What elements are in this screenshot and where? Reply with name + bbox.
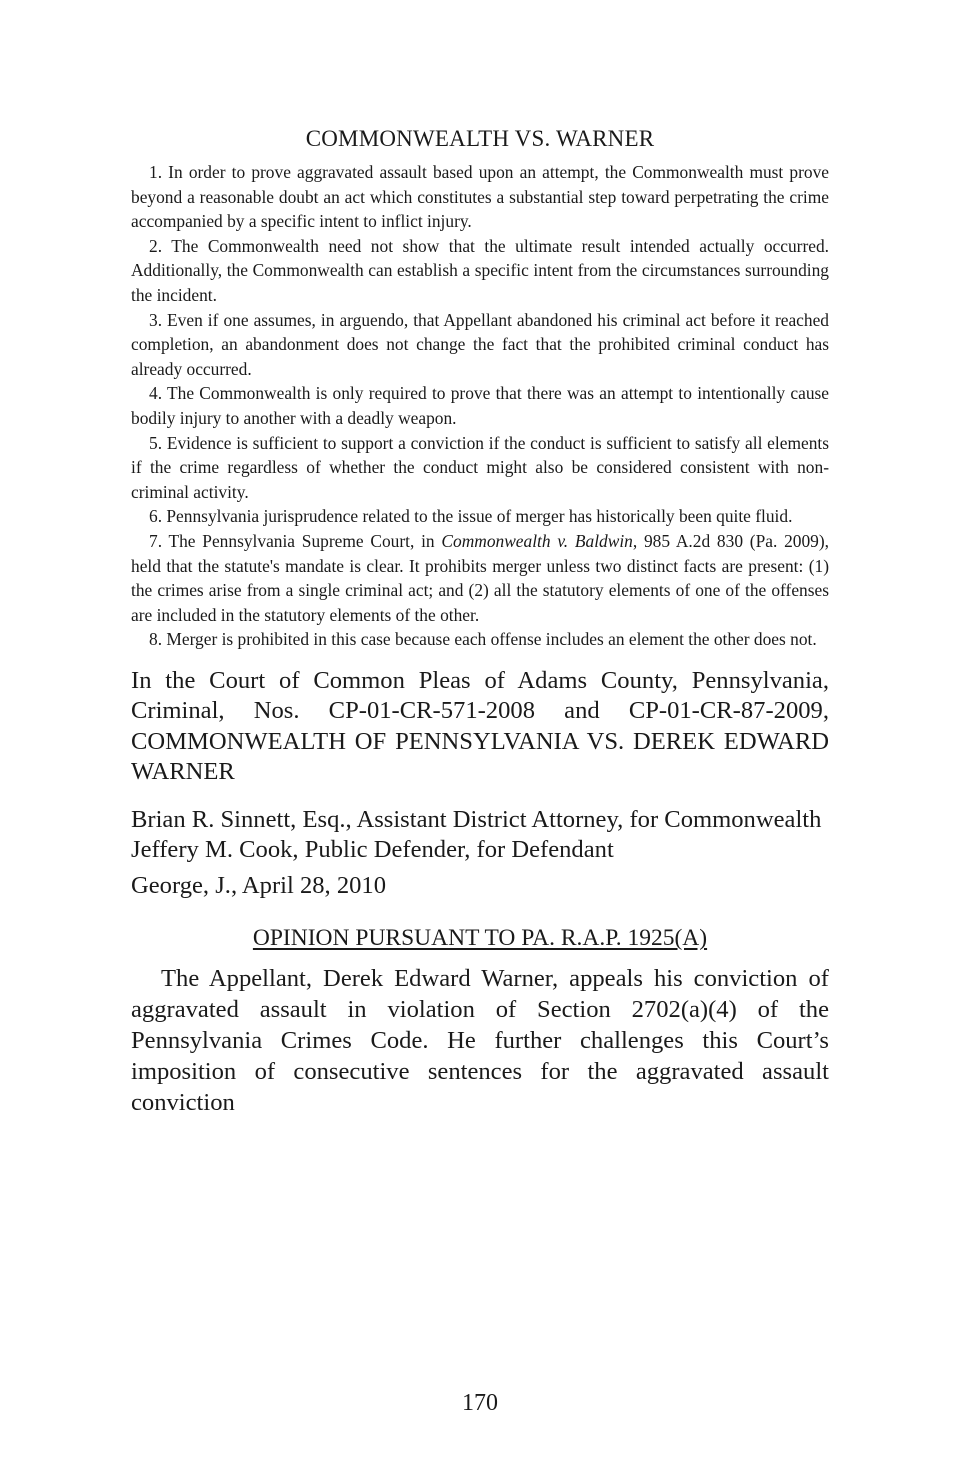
- defense-counsel: Jeffery M. Cook, Public Defender, for Defendant: [131, 836, 614, 864]
- headnote-7: [131, 529, 829, 627]
- case-citation-name: Commonwealth v. Baldwin: [441, 530, 633, 551]
- headnote-3: 3. Even if one assumes, in arguendo, that Appellant abandoned his criminal act before it reached completion, an abandonment does not change the fact that the prohibited criminal conduct has already occurred.: [131, 309, 829, 379]
- prosecution-counsel: Brian R. Sinnett, Esq., Assistant District Attorney, for Commonwealth: [131, 805, 822, 833]
- opinion-body: The Appellant, Derek Edward Warner, appeals his conviction of aggravated assault in violation of Section 2702(a)(4) of the Pennsylvania Crimes Code. He further challenges this Court’s imposition of consecutive sentences for the aggravated assault conviction: [131, 965, 829, 1117]
- headnotes: [131, 160, 829, 652]
- page-content: [131, 122, 829, 1118]
- headnote-5: 5. Evidence is sufficient to support a conviction if the conduct is sufficient to satisfy all elements if the crime regardless of whether the conduct might also be considered consistent with non-criminal activity.: [131, 432, 829, 502]
- judge-date-line: George, J., April 28, 2010: [131, 871, 387, 899]
- opinion-title-text: OPINION PURSUANT TO PA. R.A.P. 1925(A): [252, 925, 708, 952]
- headnote-2: 2. The Commonwealth need not show that the ultimate result intended actually occurred. Additionally, the Commonwealth can establish a specific intent from the circumstances surrounding the incident.: [131, 235, 829, 305]
- headnote-7-rest: , 985 A.2d 830 (Pa. 2009), held that the statute's mandate is clear. It prohibits merger unless two distinct facts are present: (1) the crimes arise from a single criminal act; and (2) all the statutory elements of one of the offenses are included in the statutory elements of the other.: [131, 530, 829, 625]
- page-number: 170: [462, 1390, 498, 1416]
- opinion-title: [131, 923, 829, 953]
- running-head: COMMONWEALTH VS. WARNER: [305, 126, 655, 151]
- case-caption: In the Court of Common Pleas of Adams County, Pennsylvania, Criminal, Nos. CP-01-CR-571-2008 and CP-01-CR-87-2009, COMMONWEALTH OF PENNSYLVANIA VS. DEREK EDWARD WARNER: [131, 666, 829, 786]
- headnote-8: 8. Merger is prohibited in this case because each offense includes an element the other does not.: [149, 629, 817, 650]
- headnote-4: 4. The Commonwealth is only required to prove that there was an attempt to intentionally cause bodily injury to another with a deadly weapon.: [131, 383, 829, 428]
- headnote-7-lead: 7. The Pennsylvania Supreme Court, in: [149, 530, 442, 551]
- headnote-1: 1. In order to prove aggravated assault based upon an attempt, the Commonwealth must prove beyond a reasonable doubt an act which constitutes a substantial step toward perpetrating the crime accompanied by a specific intent to inflict injury.: [131, 162, 829, 232]
- headnote-6: 6. Pennsylvania jurisprudence related to the issue of merger has historically been quite fluid.: [149, 506, 793, 527]
- counsel-block: [131, 805, 829, 866]
